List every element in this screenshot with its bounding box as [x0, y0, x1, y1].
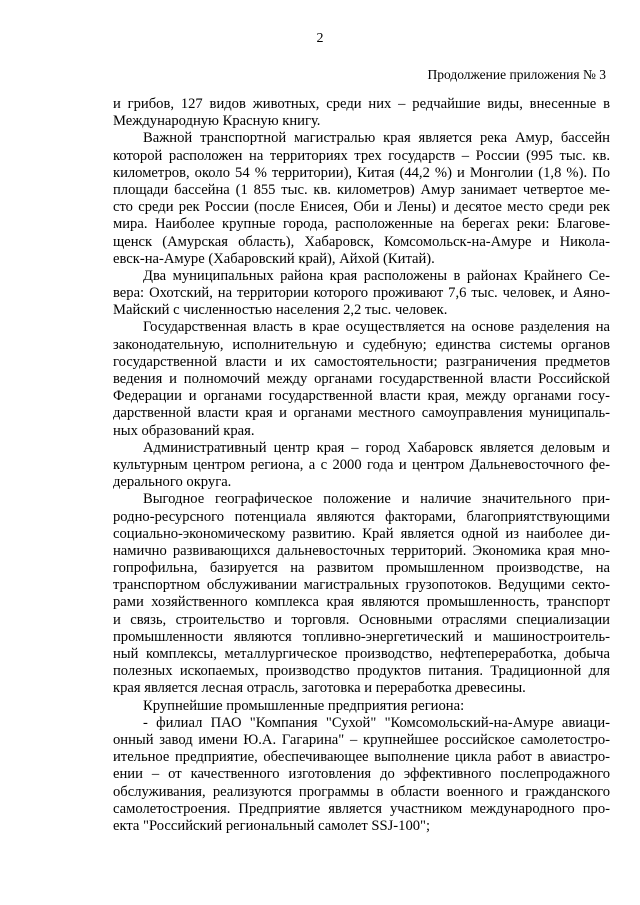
- text-line: вера: Охотский, на территории которого проживают 7,6 тыс. человек, и Аяно-: [113, 285, 610, 302]
- text-line: законодательную, исполнительную и судебную; единства системы органов: [113, 336, 610, 353]
- text-line: - филиал ПАО "Компания "Сухой" "Комсомольский-на-Амуре авиаци-: [143, 714, 610, 731]
- text-line: ных образований края.: [113, 422, 255, 439]
- appendix-continuation-note: Продолжение приложения № 3: [427, 67, 606, 82]
- text-line: дерального округа.: [113, 474, 232, 491]
- text-line: евск-на-Амуре (Хабаровский край), Айхой (Китай).: [113, 250, 435, 267]
- text-line: которой расположен на территориях трех государств – России (995 тыс. кв.: [113, 147, 610, 164]
- text-line: Государственная власть в крае осуществляется на основе разделения на: [143, 319, 610, 336]
- text-line: онный завод имени Ю.А. Гагарина" – крупнейшее российское самолетостро-: [113, 731, 610, 748]
- text-line: Майский с численностью населения 2,2 тыс. человек.: [113, 302, 448, 319]
- page-number: 2: [316, 31, 324, 46]
- text-line: площади бассейна (1 855 тыс. кв. километров) Амур занимает четвертое ме-: [113, 181, 610, 198]
- text-line: края является лесная отрасль, заготовка и переработка древесины.: [113, 680, 526, 697]
- text-line: гопрофильна, базируется на развитом промышленном производстве, на: [113, 560, 610, 577]
- text-line: мира. Наиболее крупные города, расположенные на берегах реки: Благове-: [113, 216, 610, 233]
- text-line: и грибов, 127 видов животных, среди них – редчайшие виды, внесенные в: [113, 96, 610, 112]
- text-line: Важной транспортной магистралью края является река Амур, бассейн: [143, 130, 610, 147]
- text-line: Административный центр края – город Хабаровск является деловым и: [143, 439, 610, 456]
- text-line: сто среди рек России (после Енисея, Оби и Лены) и десятое место среди рек: [113, 199, 610, 216]
- text-line: ведения и полномочий между органами государственной власти Российской: [113, 371, 610, 387]
- text-line: Международную Красную книгу.: [113, 113, 321, 130]
- text-line: культурным центром региона, а с 2000 года и центром Дальневосточного фе-: [113, 456, 610, 473]
- text-line: Крупнейшие промышленные предприятия региона:: [143, 697, 465, 714]
- text-line: намично развивающихся дальневосточных территорий. Экономика края мно-: [113, 542, 610, 559]
- text-line: Выгодное географическое положение и наличие значительного при-: [143, 491, 610, 508]
- text-line: ении – от качественного изготовления до эффективного послепродажного: [113, 766, 610, 783]
- text-line: ный комплексы, металлургическое производство, нефтепереработка, добыча: [113, 646, 610, 662]
- text-line: социально-экономическому развитию. Край является одной из наиболее ди-: [113, 525, 610, 542]
- text-line: самолетостроения. Предприятие является участником международного про-: [113, 800, 610, 817]
- text-line: полезных ископаемых, производство продуктов питания. Традиционной для: [113, 663, 610, 680]
- text-line: Два муниципальных района края расположены в районах Крайнего Се-: [143, 267, 610, 284]
- text-line: рами хозяйственного комплекса края являются промышленность, транспорт: [113, 594, 610, 611]
- text-line: транспортном обслуживании магистральных грузопотоков. Ведущими секто-: [113, 577, 610, 594]
- text-line: государственной власти и их самостоятельности; разграничения предметов: [113, 353, 610, 370]
- text-line: екта "Российский региональный самолет SSJ-100";: [113, 817, 431, 834]
- text-line: ительное предприятие, обеспечивающее выполнение цикла работ в авиастро-: [113, 749, 610, 766]
- text-line: щенск (Амурская область), Хабаровск, Комсомольск-на-Амуре и Никола-: [113, 233, 610, 250]
- text-line: обслуживания, реализуются программы в области военного и гражданского: [113, 783, 610, 800]
- text-line: и связь, строительство и торговля. Основными отраслями специализации: [113, 611, 610, 628]
- body-text: [113, 96, 610, 835]
- text-line: дарственной власти края и органами местного самоуправления муниципаль-: [113, 405, 610, 422]
- text-line: километров, около 54 % территории), Китая (44,2 %) и Монголии (1,8 %). По: [113, 164, 610, 181]
- text-line: родно-ресурсного потенциала являются факторами, благоприятствующими: [113, 508, 610, 525]
- text-line: Федерации и органами государственной власти края, между органами госу-: [113, 388, 610, 405]
- text-line: промышленности являются топливно-энергетический и машиностроитель-: [113, 628, 610, 645]
